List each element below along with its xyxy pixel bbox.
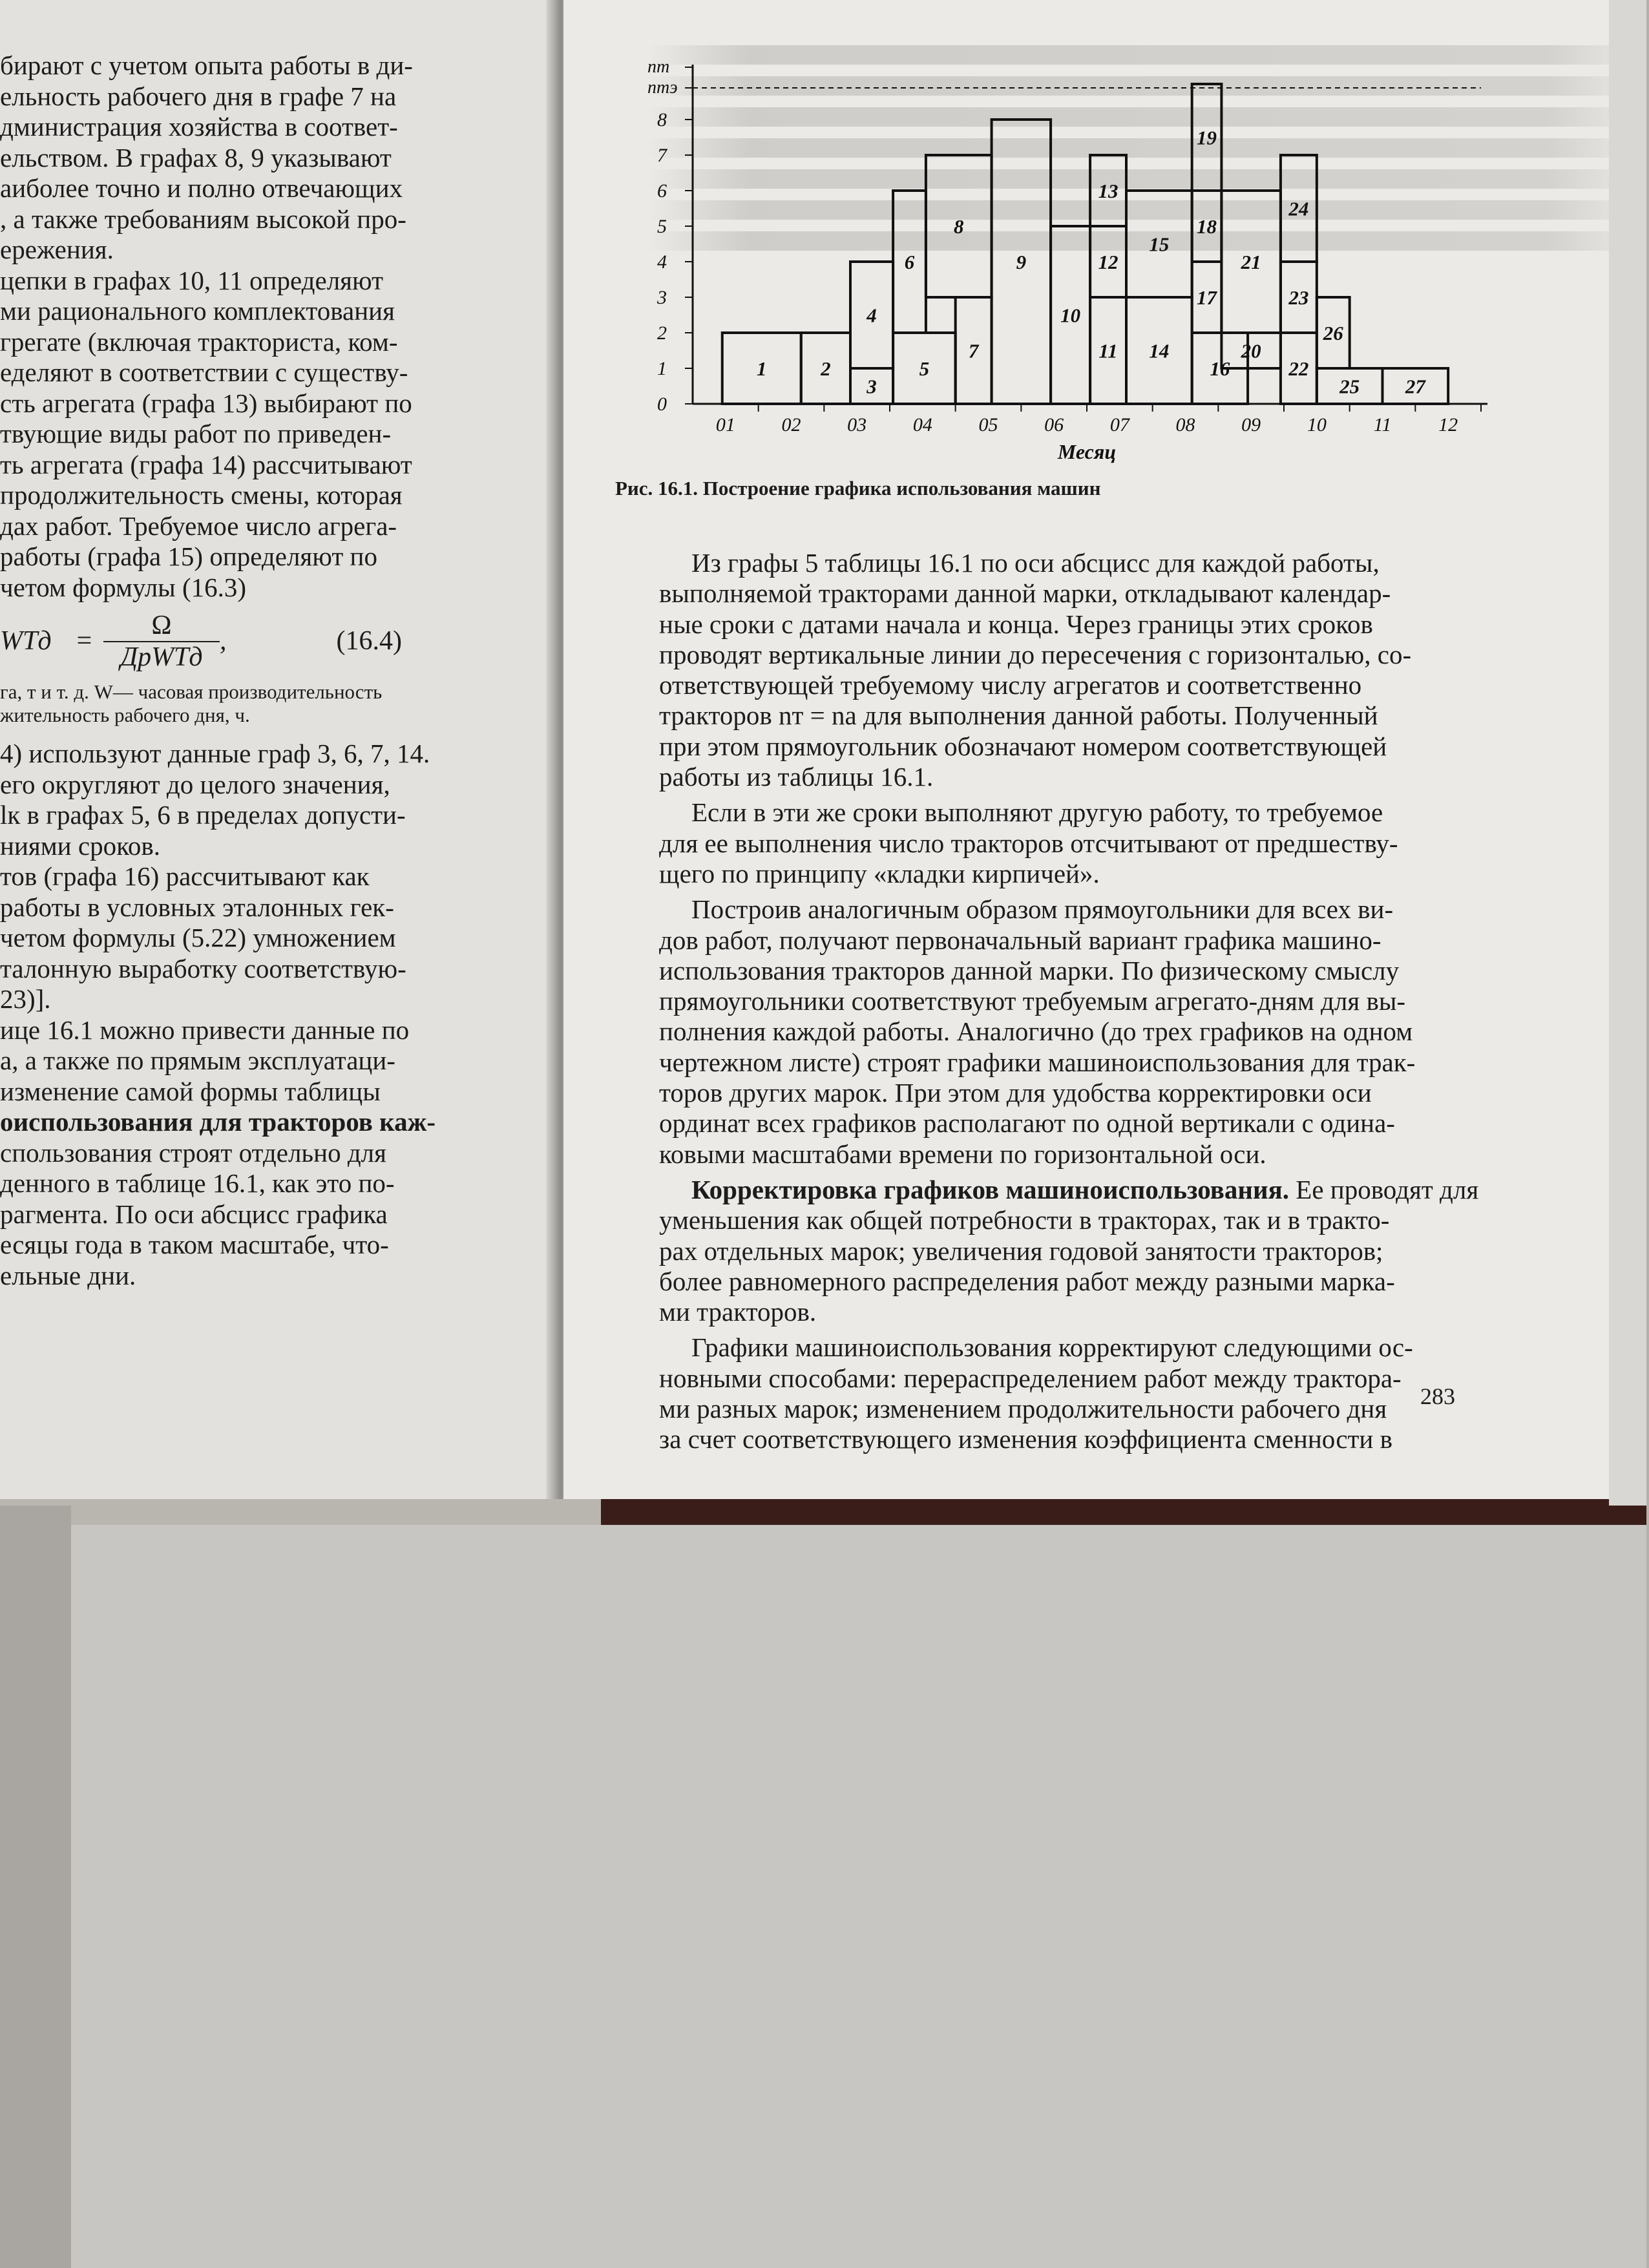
text-line: Если в эти же сроки выполняют другую работу, то требуемое	[691, 797, 1383, 828]
work-block-label: 4	[867, 304, 877, 327]
formula-lhs: WTд	[0, 626, 52, 656]
work-block-label: 21	[1241, 251, 1261, 273]
formula-fraction	[103, 611, 220, 673]
text-line: щего по принципу «кладки кирпичей».	[659, 858, 1100, 888]
text-line: полнения каждой работы. Аналогично (до трех графиков на одном	[659, 1016, 1413, 1047]
work-block-label: 16	[1210, 357, 1230, 380]
text-line: рагмента. По оси абсцисс графика	[0, 1199, 388, 1229]
y-top-label: nтэ	[647, 78, 678, 98]
y-tick-label: 3	[657, 287, 667, 308]
work-block-label: 12	[1098, 251, 1119, 273]
x-tick-label: 06	[1044, 414, 1064, 436]
formula-note-line: га, т и т. д. W— часовая производительность	[0, 680, 383, 703]
text-line: аиболее точно и полно отвечающих	[0, 173, 403, 203]
text-line: тов (графа 16) рассчитывают как	[0, 861, 370, 891]
text-line: изменение самой формы таблицы	[0, 1076, 381, 1106]
text-line: ми рационального комплектования	[0, 296, 395, 326]
text-line: еделяют в соответствии с существу-	[0, 357, 408, 387]
text-line: для ее выполнения число тракторов отсчитывают от предшеству-	[659, 828, 1398, 858]
text-line: при этом прямоугольник обозначают номером соответствующей	[659, 731, 1387, 761]
text-line	[659, 1174, 1479, 1205]
text-line: дах работ. Требуемое число агрега-	[0, 510, 397, 541]
text-line: ми тракторов.	[659, 1297, 817, 1327]
text-line: денного в таблице 16.1, как это по-	[0, 1168, 395, 1198]
text-line: а, а также по прямым эксплуатаци-	[0, 1045, 395, 1075]
text-line: ть агрегата (графа 14) рассчитывают	[0, 449, 412, 479]
work-block-label: 1	[757, 357, 767, 380]
x-tick-label: 04	[912, 414, 932, 436]
text-line: lк в графах 5, 6 в пределах допусти-	[0, 800, 406, 830]
left-page-text	[0, 50, 478, 1291]
y-tick-label: 2	[657, 322, 667, 344]
text-line: Графики машиноиспользования корректируют следующими ос-	[691, 1332, 1413, 1363]
text-line: проводят вертикальные линии до пересечения с горизонталью, со-	[659, 639, 1412, 669]
text-line: работы (графа 15) определяют по	[0, 541, 377, 571]
formula-equals: =	[74, 626, 94, 656]
text-line: ковыми масштабами времени по горизонтальной оси.	[659, 1139, 1266, 1169]
work-block-label: 2	[821, 357, 831, 380]
text-line: , а также требованиям высокой про-	[0, 204, 406, 234]
text-line: ережения.	[0, 235, 114, 264]
work-block-label: 8	[954, 215, 964, 238]
work-block-label: 7	[968, 339, 979, 362]
right-page-text	[659, 548, 1479, 1455]
scanner-bed	[0, 1525, 1646, 2268]
text-line: есяцы года в таком масштабе, что-	[0, 1230, 389, 1259]
text-line: бирают с учетом опыта работы в ди-	[0, 50, 413, 80]
text-line: прямоугольники соответствуют требуемым агрегато-дням для вы-	[659, 986, 1406, 1016]
text-line: четом формулы (16.3)	[0, 572, 247, 602]
text-line: использования тракторов данной марки. По физическому смыслу	[659, 955, 1400, 985]
formula-numerator: Ω	[103, 611, 220, 643]
y-tick-label: 1	[657, 358, 667, 379]
x-axis-label: Месяц	[1057, 440, 1117, 463]
x-tick-label: 11	[1373, 414, 1392, 436]
x-tick-label: 12	[1438, 414, 1458, 436]
y-top-label: nт	[647, 57, 670, 77]
work-block-label: 19	[1197, 126, 1217, 149]
y-tick-label: 4	[657, 251, 667, 273]
text-line: Построив аналогичным образом прямоугольники для всех ви-	[691, 894, 1394, 925]
book-right-edge	[1609, 0, 1646, 1506]
text-line: Из графы 5 таблицы 16.1 по оси абсцисс для каждой работы,	[691, 548, 1380, 578]
text-line: четом формулы (5.22) умножением	[0, 923, 396, 952]
y-tick-label: 5	[657, 216, 667, 237]
text-line: сть агрегата (графа 13) выбирают по	[0, 388, 412, 418]
page-number: 283	[1420, 1383, 1455, 1409]
text-line: за счет соответствующего изменения коэффициента сменности в	[659, 1424, 1392, 1454]
scanner-shadow	[0, 1506, 71, 2268]
text-line: более равномерного распределения работ между разными марка-	[659, 1266, 1395, 1296]
work-block-label: 27	[1405, 375, 1425, 398]
machine-usage-chart	[563, 52, 1646, 465]
text-line: его округляют до целого значения,	[0, 769, 390, 799]
work-block-label: 20	[1241, 339, 1261, 362]
y-tick-label: 0	[657, 394, 667, 415]
text-line: спользования строят отдельно для	[0, 1137, 387, 1168]
text-line: ные сроки с датами начала и конца. Через границы этих сроков	[659, 609, 1373, 639]
lead-rest: Ее проводят для	[1289, 1174, 1479, 1204]
text-line: ответствующей требуемому числу агрегатов и соответственно	[659, 670, 1362, 700]
work-block-label: 9	[1016, 251, 1027, 273]
text-line: 23)].	[0, 984, 51, 1014]
formula-note-line: жительность рабочего дня, ч.	[0, 704, 250, 726]
text-line: талонную выработку соответствую-	[0, 953, 406, 983]
x-tick-label: 09	[1241, 414, 1261, 436]
text-line: ми разных марок; изменением продолжительности рабочего дня	[659, 1394, 1387, 1424]
text-line: новными способами: перераспределением работ между трактора-	[659, 1363, 1402, 1393]
figure-caption: Рис. 16.1. Построение графика использования машин	[615, 477, 1101, 499]
text-line: продолжительность смены, которая	[0, 480, 403, 510]
work-block-label: 24	[1288, 197, 1309, 220]
work-block-label: 14	[1149, 339, 1170, 362]
y-tick-label: 7	[657, 145, 667, 166]
spacer	[0, 727, 478, 739]
work-block-label: 6	[904, 251, 915, 273]
text-line: дминистрация хозяйства в соответ-	[0, 112, 398, 142]
text-line: дов работ, получают первоначальный вариант графика машино-	[659, 925, 1381, 955]
y-tick-label: 6	[657, 180, 667, 202]
work-block-label: 10	[1060, 304, 1081, 327]
work-block-label: 5	[919, 357, 930, 380]
text-line: ординат всех графиков располагают по одной вертикали с одина-	[659, 1108, 1395, 1139]
text-line: чертежном листе) строят графики машиноиспользования для трак-	[659, 1047, 1416, 1077]
work-block-label: 11	[1098, 339, 1118, 362]
work-block-label: 23	[1288, 286, 1309, 309]
right-page	[563, 0, 1646, 1499]
text-line: грегате (включая тракториста, ком-	[0, 326, 398, 357]
text-line: тракторов nт = nа для выполнения данной работы. Полученный	[659, 700, 1378, 731]
text-line: уменьшения как общей потребности в тракторах, так и в тракто-	[659, 1205, 1390, 1235]
text-line: торов других марок. При этом для удобства корректировки оси	[659, 1078, 1372, 1108]
left-page	[0, 0, 559, 1499]
formula-number: (16.4)	[336, 626, 402, 656]
work-block-label: 15	[1149, 233, 1170, 256]
x-tick-label: 08	[1175, 414, 1195, 436]
y-tick-label: 8	[657, 109, 667, 131]
text-line: ниями сроков.	[0, 830, 161, 861]
work-block-label: 17	[1197, 286, 1217, 309]
work-block-label: 3	[867, 375, 877, 398]
x-tick-label: 02	[781, 414, 801, 436]
text-line: ельные дни.	[0, 1260, 136, 1290]
text-line: твующие виды работ по приведен-	[0, 419, 392, 448]
work-block-label: 26	[1323, 322, 1343, 344]
formula-denominator: ДрWTд	[120, 642, 203, 672]
formula-trail: ,	[220, 626, 227, 656]
work-block-label: 22	[1288, 357, 1309, 380]
x-tick-label: 03	[847, 414, 867, 436]
text-line: работы из таблицы 16.1.	[659, 762, 934, 792]
text-line: работы в условных эталонных гек-	[0, 892, 394, 922]
text-line: цепки в графах 10, 11 определяют	[0, 265, 384, 295]
formula-16-4	[0, 603, 478, 680]
bold-lead: Корректировка графиков машиноиспользования.	[691, 1174, 1290, 1204]
text-line: выполняемой тракторами данной марки, откладывают календар-	[659, 578, 1391, 609]
work-block-label: 25	[1339, 375, 1360, 398]
work-block-label: 13	[1098, 180, 1119, 202]
text-line: ельством. В графах 8, 9 указывают	[0, 142, 392, 173]
section-heading-line: оиспользования для тракторов каж-	[0, 1107, 436, 1137]
text-line: ельность рабочего дня в графе 7 на	[0, 81, 397, 111]
text-line: ице 16.1 можно привести данные по	[0, 1014, 410, 1045]
work-block-label: 18	[1197, 215, 1217, 238]
x-tick-label: 05	[978, 414, 998, 436]
text-line: рах отдельных марок; увеличения годовой занятости тракторов;	[659, 1235, 1383, 1266]
x-tick-label: 07	[1109, 414, 1129, 436]
text-line: 4) используют данные граф 3, 6, 7, 14.	[0, 739, 430, 768]
x-tick-label: 01	[715, 414, 735, 436]
x-tick-label: 10	[1307, 414, 1327, 436]
